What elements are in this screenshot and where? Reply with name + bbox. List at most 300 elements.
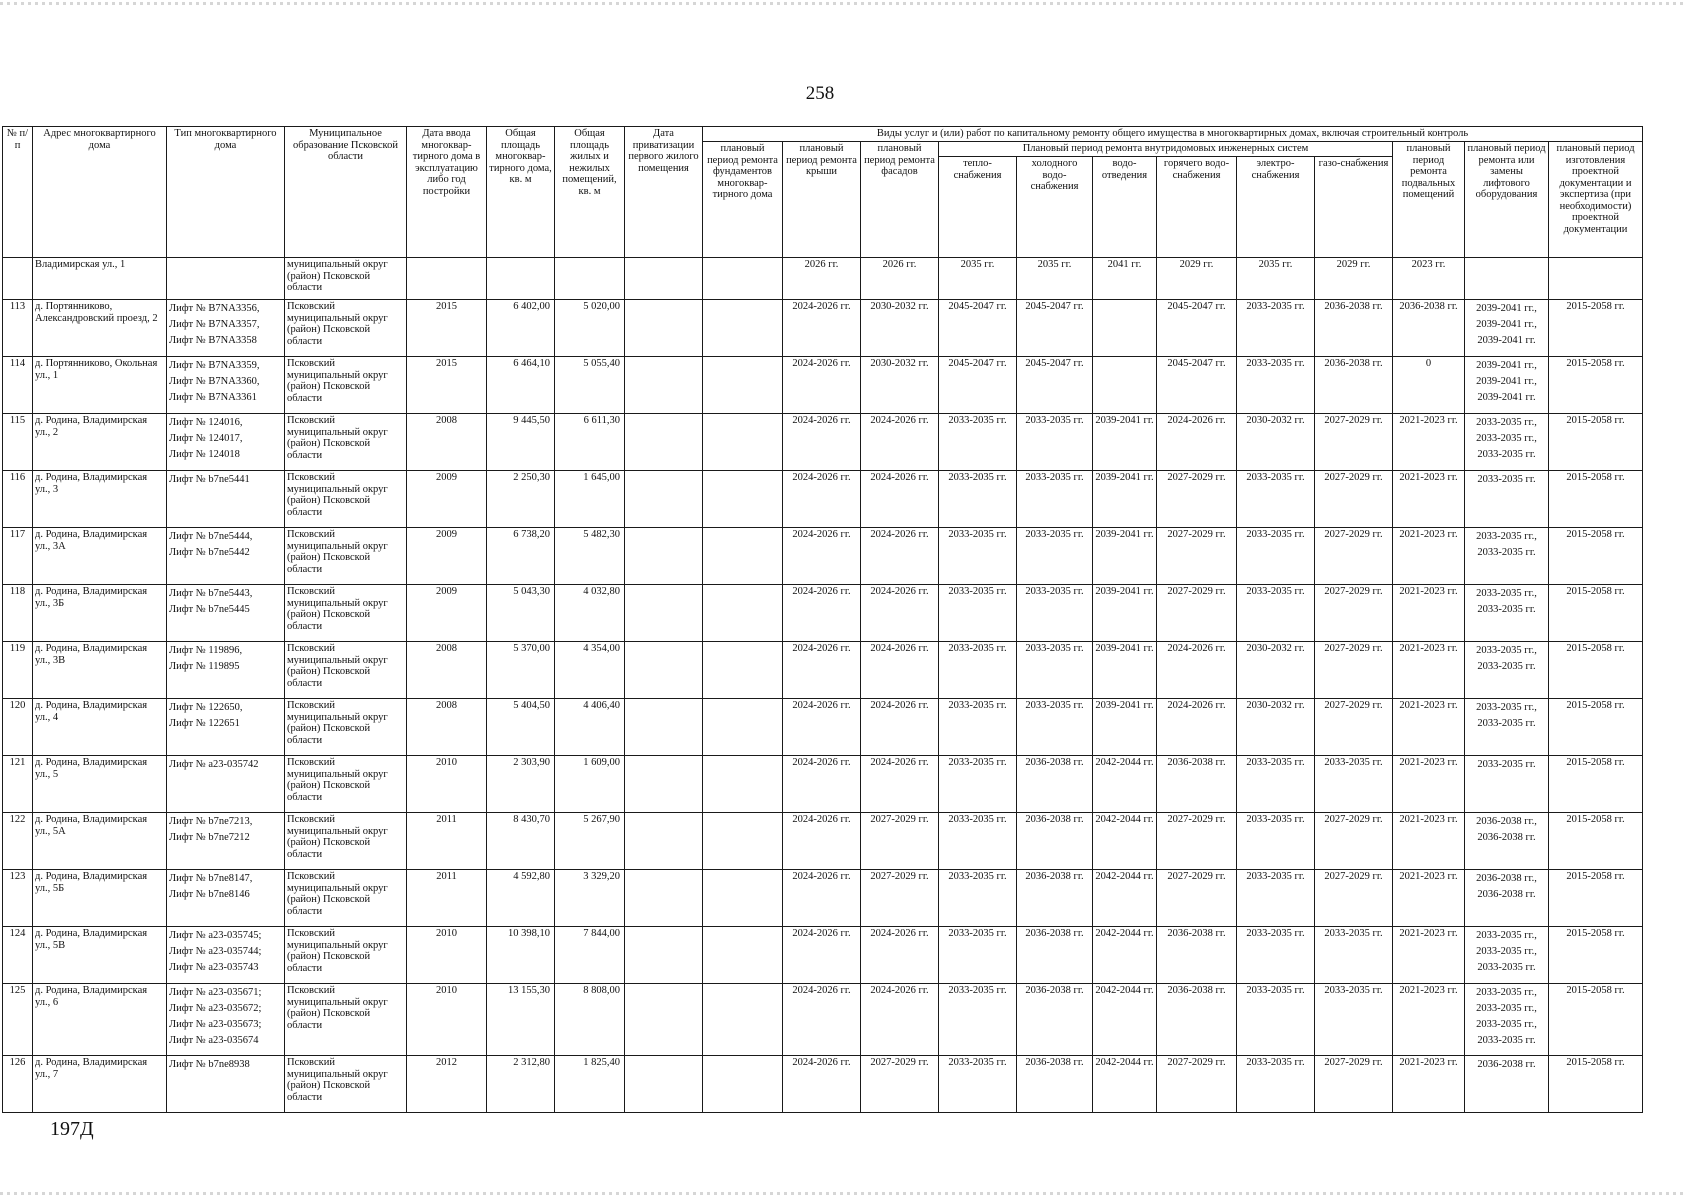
cell-gas: 2036-2038 гг. bbox=[1315, 357, 1393, 414]
cell-elevator bbox=[1465, 414, 1549, 471]
elevator-period: 2033-2035 гг., bbox=[1476, 588, 1537, 599]
cell-basement: 2021-2023 гг. bbox=[1393, 870, 1465, 927]
cell-sewer: 2042-2044 гг. bbox=[1093, 813, 1157, 870]
lift-id: Лифт № b7ne5442 bbox=[169, 547, 250, 558]
header-works-group: Виды услуг и (или) работ по капитальному ремонту общего имущества в многоквартирных домах, включая строительный контроль bbox=[703, 127, 1643, 142]
cell-living-area: 6 611,30 bbox=[555, 414, 625, 471]
cell-elevator bbox=[1465, 927, 1549, 984]
header-sewer: водо-отведения bbox=[1093, 157, 1157, 258]
table-row bbox=[3, 471, 1643, 528]
header-heat: тепло-снабжения bbox=[939, 157, 1017, 258]
cell-privatization bbox=[625, 1056, 703, 1113]
cell-num: 117 bbox=[3, 528, 33, 585]
cell-hot-water: 2024-2026 гг. bbox=[1157, 642, 1237, 699]
cell-sewer bbox=[1093, 300, 1157, 357]
cell-total-area: 6 402,00 bbox=[487, 300, 555, 357]
cell-hot-water: 2027-2029 гг. bbox=[1157, 585, 1237, 642]
cell-sewer: 2042-2044 гг. bbox=[1093, 1056, 1157, 1113]
cell-basement: 2021-2023 гг. bbox=[1393, 642, 1465, 699]
lift-id: Лифт № b7ne8938 bbox=[169, 1059, 250, 1070]
cell-municipality: Псковский муниципальный округ (район) Псковской области bbox=[285, 471, 407, 528]
cell-total-area: 4 592,80 bbox=[487, 870, 555, 927]
cell-foundation bbox=[703, 813, 783, 870]
elevator-period: 2039-2041 гг., bbox=[1476, 360, 1537, 371]
cell-year: 2008 bbox=[407, 414, 487, 471]
cell-elevator bbox=[1465, 357, 1549, 414]
cell-electric: 2033-2035 гг. bbox=[1237, 357, 1315, 414]
elevator-period: 2036-2038 гг., bbox=[1476, 816, 1537, 827]
table-row bbox=[3, 300, 1643, 357]
cell-cold-water: 2033-2035 гг. bbox=[1017, 585, 1093, 642]
header-foundation: плановый период ремонта фундаментов многоквар-тирного дома bbox=[703, 142, 783, 258]
header-year: Дата ввода многоквар-тирного дома в эксплуатацию либо год постройки bbox=[407, 127, 487, 258]
cell-living-area: 1 645,00 bbox=[555, 471, 625, 528]
cell-gas: 2027-2029 гг. bbox=[1315, 528, 1393, 585]
cell-num: 125 bbox=[3, 984, 33, 1056]
cell-roof: 2024-2026 гг. bbox=[783, 642, 861, 699]
cell-municipality: Псковский муниципальный округ (район) Псковской области bbox=[285, 870, 407, 927]
cell-address: д. Родина, Владимирская ул., 3 bbox=[33, 471, 167, 528]
header-total-area: Общая площадь многоквар-тирного дома, кв. м bbox=[487, 127, 555, 258]
cell-facade: 2030-2032 гг. bbox=[861, 357, 939, 414]
cell-gas: 2027-2029 гг. bbox=[1315, 414, 1393, 471]
cell-heat: 2033-2035 гг. bbox=[939, 699, 1017, 756]
cell-roof: 2026 гг. bbox=[783, 258, 861, 300]
cell-design: 2015-2058 гг. bbox=[1549, 585, 1643, 642]
header-living-area: Общая площадь жилых и нежилых помещений, кв. м bbox=[555, 127, 625, 258]
elevator-period: 2036-2038 гг. bbox=[1477, 889, 1536, 900]
cell-municipality: Псковский муниципальный округ (район) Псковской области bbox=[285, 1056, 407, 1113]
table-row bbox=[3, 927, 1643, 984]
elevator-period: 2033-2035 гг., bbox=[1476, 702, 1537, 713]
cell-foundation bbox=[703, 300, 783, 357]
lift-id: Лифт № b7ne7213, bbox=[169, 816, 253, 827]
cell-address: д. Родина, Владимирская ул., 3В bbox=[33, 642, 167, 699]
continuation-row bbox=[3, 258, 1643, 300]
cell-num: 115 bbox=[3, 414, 33, 471]
cell-cold-water: 2033-2035 гг. bbox=[1017, 699, 1093, 756]
lift-id: Лифт № 119896, bbox=[169, 645, 243, 656]
elevator-period: 2033-2035 гг. bbox=[1477, 661, 1536, 672]
cell-design: 2015-2058 гг. bbox=[1549, 1056, 1643, 1113]
cell-hot-water: 2045-2047 гг. bbox=[1157, 300, 1237, 357]
cell-municipality: Псковский муниципальный округ (район) Псковской области bbox=[285, 927, 407, 984]
cell-basement: 2021-2023 гг. bbox=[1393, 927, 1465, 984]
cell-gas: 2027-2029 гг. bbox=[1315, 585, 1393, 642]
cell-total-area: 2 303,90 bbox=[487, 756, 555, 813]
cell-living-area: 5 482,30 bbox=[555, 528, 625, 585]
cell-num: 118 bbox=[3, 585, 33, 642]
cell-privatization bbox=[625, 258, 703, 300]
cell-hot-water: 2045-2047 гг. bbox=[1157, 357, 1237, 414]
elevator-period: 2039-2041 гг. bbox=[1477, 335, 1536, 346]
elevator-period: 2039-2041 гг., bbox=[1476, 376, 1537, 387]
cell-cold-water: 2033-2035 гг. bbox=[1017, 642, 1093, 699]
lift-id: Лифт № 124016, bbox=[169, 417, 243, 428]
cell-foundation bbox=[703, 870, 783, 927]
cell-hot-water: 2029 гг. bbox=[1157, 258, 1237, 300]
header-electric: электро-снабжения bbox=[1237, 157, 1315, 258]
elevator-period: 2033-2035 гг., bbox=[1476, 645, 1537, 656]
cell-num: 119 bbox=[3, 642, 33, 699]
cell-gas: 2027-2029 гг. bbox=[1315, 699, 1393, 756]
cell-basement: 2021-2023 гг. bbox=[1393, 756, 1465, 813]
cell-privatization bbox=[625, 642, 703, 699]
elevator-period: 2033-2035 гг., bbox=[1476, 987, 1537, 998]
cell-roof: 2024-2026 гг. bbox=[783, 927, 861, 984]
lift-id: Лифт № b7ne5445 bbox=[169, 604, 250, 615]
cell-privatization bbox=[625, 813, 703, 870]
elevator-period: 2033-2035 гг., bbox=[1476, 417, 1537, 428]
cell-lifts bbox=[167, 813, 285, 870]
cell-num: 121 bbox=[3, 756, 33, 813]
cell-living-area: 4 354,00 bbox=[555, 642, 625, 699]
cell-heat: 2033-2035 гг. bbox=[939, 642, 1017, 699]
cell-cold-water: 2036-2038 гг. bbox=[1017, 756, 1093, 813]
cell-cold-water: 2036-2038 гг. bbox=[1017, 1056, 1093, 1113]
cell-heat: 2045-2047 гг. bbox=[939, 300, 1017, 357]
cell-roof: 2024-2026 гг. bbox=[783, 813, 861, 870]
cell-design: 2015-2058 гг. bbox=[1549, 357, 1643, 414]
cell-municipality: Псковский муниципальный округ (район) Псковской области bbox=[285, 984, 407, 1056]
cell-hot-water: 2024-2026 гг. bbox=[1157, 699, 1237, 756]
cell-lifts bbox=[167, 1056, 285, 1113]
cell-privatization bbox=[625, 699, 703, 756]
cell-roof: 2024-2026 гг. bbox=[783, 1056, 861, 1113]
cell-elevator bbox=[1465, 984, 1549, 1056]
cell-heat: 2035 гг. bbox=[939, 258, 1017, 300]
lift-id: Лифт № b7ne8147, bbox=[169, 873, 253, 884]
cell-privatization bbox=[625, 984, 703, 1056]
cell-foundation bbox=[703, 414, 783, 471]
cell-total-area: 13 155,30 bbox=[487, 984, 555, 1056]
cell-privatization bbox=[625, 927, 703, 984]
cell-lifts bbox=[167, 300, 285, 357]
cell-num: 116 bbox=[3, 471, 33, 528]
elevator-period: 2033-2035 гг. bbox=[1477, 759, 1536, 770]
cell-total-area: 2 312,80 bbox=[487, 1056, 555, 1113]
header-design: плановый период изготовления проектной документации и экспертиза (при необходимости) проектной документации bbox=[1549, 142, 1643, 258]
elevator-period: 2033-2035 гг. bbox=[1477, 604, 1536, 615]
cell-heat: 2033-2035 гг. bbox=[939, 813, 1017, 870]
cell-roof: 2024-2026 гг. bbox=[783, 300, 861, 357]
cell-cold-water: 2035 гг. bbox=[1017, 258, 1093, 300]
cell-basement: 2021-2023 гг. bbox=[1393, 1056, 1465, 1113]
lift-id: Лифт № 124017, bbox=[169, 433, 243, 444]
cell-address: д. Родина, Владимирская ул., 2 bbox=[33, 414, 167, 471]
cell-hot-water: 2027-2029 гг. bbox=[1157, 471, 1237, 528]
cell-heat: 2033-2035 гг. bbox=[939, 528, 1017, 585]
lift-id: Лифт № B7NA3357, bbox=[169, 319, 260, 330]
cell-address: д. Родина, Владимирская ул., 5В bbox=[33, 927, 167, 984]
lift-id: Лифт № b7ne5443, bbox=[169, 588, 253, 599]
cell-cold-water: 2045-2047 гг. bbox=[1017, 357, 1093, 414]
cell-roof: 2024-2026 гг. bbox=[783, 870, 861, 927]
cell-design: 2015-2058 гг. bbox=[1549, 642, 1643, 699]
cell-municipality: Псковский муниципальный округ (район) Псковской области bbox=[285, 300, 407, 357]
cell-elevator bbox=[1465, 756, 1549, 813]
cell-total-area: 10 398,10 bbox=[487, 927, 555, 984]
header-municipality: Муниципальное образование Псковской области bbox=[285, 127, 407, 258]
table-row bbox=[3, 813, 1643, 870]
table-row bbox=[3, 414, 1643, 471]
cell-roof: 2024-2026 гг. bbox=[783, 357, 861, 414]
cell-lifts bbox=[167, 528, 285, 585]
cell-num: 113 bbox=[3, 300, 33, 357]
cell-year: 2010 bbox=[407, 927, 487, 984]
cell-privatization bbox=[625, 414, 703, 471]
cell-total-area: 6 464,10 bbox=[487, 357, 555, 414]
elevator-period: 2039-2041 гг. bbox=[1477, 392, 1536, 403]
cell-municipality: Псковский муниципальный округ (район) Псковской области bbox=[285, 528, 407, 585]
cell-total-area: 8 430,70 bbox=[487, 813, 555, 870]
elevator-period: 2039-2041 гг., bbox=[1476, 303, 1537, 314]
cell-year: 2008 bbox=[407, 699, 487, 756]
lift-id: Лифт № a23-035673; bbox=[169, 1019, 262, 1030]
cell-elevator bbox=[1465, 528, 1549, 585]
cell-privatization bbox=[625, 585, 703, 642]
cell-cold-water: 2036-2038 гг. bbox=[1017, 927, 1093, 984]
cell-design: 2015-2058 гг. bbox=[1549, 414, 1643, 471]
lift-id: Лифт № b7ne5441 bbox=[169, 474, 250, 485]
cell-year: 2015 bbox=[407, 300, 487, 357]
cell-address: д. Родина, Владимирская ул., 5Б bbox=[33, 870, 167, 927]
cell-living-area: 8 808,00 bbox=[555, 984, 625, 1056]
lift-id: Лифт № a23-035674 bbox=[169, 1035, 259, 1046]
cell-privatization bbox=[625, 471, 703, 528]
cell-foundation bbox=[703, 471, 783, 528]
cell-sewer: 2042-2044 гг. bbox=[1093, 870, 1157, 927]
cell-year: 2012 bbox=[407, 1056, 487, 1113]
cell-num: 123 bbox=[3, 870, 33, 927]
cell-privatization bbox=[625, 870, 703, 927]
header-systems-group: Плановый период ремонта внутридомовых инженерных систем bbox=[939, 142, 1393, 157]
cell-lifts bbox=[167, 414, 285, 471]
cell-lifts bbox=[167, 642, 285, 699]
cell-gas: 2027-2029 гг. bbox=[1315, 471, 1393, 528]
cell-sewer: 2042-2044 гг. bbox=[1093, 984, 1157, 1056]
cell-elevator bbox=[1465, 1056, 1549, 1113]
cell-cold-water: 2036-2038 гг. bbox=[1017, 813, 1093, 870]
lift-id: Лифт № a23-035671; bbox=[169, 987, 262, 998]
cell-heat: 2033-2035 гг. bbox=[939, 756, 1017, 813]
cell-living-area: 5 055,40 bbox=[555, 357, 625, 414]
header-gas: газо-снабжения bbox=[1315, 157, 1393, 258]
cell-foundation bbox=[703, 756, 783, 813]
table-row bbox=[3, 984, 1643, 1056]
cell-electric: 2030-2032 гг. bbox=[1237, 642, 1315, 699]
cell-facade: 2024-2026 гг. bbox=[861, 756, 939, 813]
cell-basement: 2021-2023 гг. bbox=[1393, 585, 1465, 642]
cell-year: 2015 bbox=[407, 357, 487, 414]
cell-facade: 2024-2026 гг. bbox=[861, 414, 939, 471]
cell-heat: 2033-2035 гг. bbox=[939, 1056, 1017, 1113]
cell-living-area: 4 406,40 bbox=[555, 699, 625, 756]
cell-design: 2015-2058 гг. bbox=[1549, 471, 1643, 528]
cell-facade: 2027-2029 гг. bbox=[861, 813, 939, 870]
cell-year: 2009 bbox=[407, 528, 487, 585]
elevator-period: 2033-2035 гг., bbox=[1476, 930, 1537, 941]
page-number: 258 bbox=[805, 83, 835, 104]
cell-electric: 2033-2035 гг. bbox=[1237, 300, 1315, 357]
cell-municipality: Псковский муниципальный округ (район) Псковской области bbox=[285, 699, 407, 756]
cell-design: 2015-2058 гг. bbox=[1549, 300, 1643, 357]
cell-municipality: Псковский муниципальный округ (район) Псковской области bbox=[285, 585, 407, 642]
scan-edge-bottom bbox=[0, 1192, 1686, 1195]
cell-facade: 2024-2026 гг. bbox=[861, 528, 939, 585]
cell-cold-water: 2033-2035 гг. bbox=[1017, 471, 1093, 528]
cell-year: 2009 bbox=[407, 585, 487, 642]
cell-lifts bbox=[167, 927, 285, 984]
header-cold-water: холодного водо-снабжения bbox=[1017, 157, 1093, 258]
cell-hot-water: 2036-2038 гг. bbox=[1157, 927, 1237, 984]
cell-electric: 2033-2035 гг. bbox=[1237, 984, 1315, 1056]
cell-lifts bbox=[167, 870, 285, 927]
cell-num: 114 bbox=[3, 357, 33, 414]
cell-year: 2010 bbox=[407, 984, 487, 1056]
elevator-period: 2033-2035 гг. bbox=[1477, 1035, 1536, 1046]
cell-heat: 2033-2035 гг. bbox=[939, 414, 1017, 471]
cell-address: д. Родина, Владимирская ул., 5А bbox=[33, 813, 167, 870]
lift-id: Лифт № 122651 bbox=[169, 718, 240, 729]
cell-foundation bbox=[703, 699, 783, 756]
cell-basement: 2021-2023 гг. bbox=[1393, 414, 1465, 471]
cell-design: 2015-2058 гг. bbox=[1549, 528, 1643, 585]
cell-electric: 2033-2035 гг. bbox=[1237, 585, 1315, 642]
cell-facade: 2030-2032 гг. bbox=[861, 300, 939, 357]
cell-facade: 2024-2026 гг. bbox=[861, 642, 939, 699]
lift-id: Лифт № b7ne7212 bbox=[169, 832, 250, 843]
cell-basement: 2036-2038 гг. bbox=[1393, 300, 1465, 357]
cell-num: 126 bbox=[3, 1056, 33, 1113]
cell-electric: 2033-2035 гг. bbox=[1237, 813, 1315, 870]
cell-gas: 2033-2035 гг. bbox=[1315, 756, 1393, 813]
cell-elevator bbox=[1465, 300, 1549, 357]
cell-elevator bbox=[1465, 471, 1549, 528]
cell-heat: 2033-2035 гг. bbox=[939, 984, 1017, 1056]
cell-hot-water: 2027-2029 гг. bbox=[1157, 813, 1237, 870]
table-row bbox=[3, 357, 1643, 414]
cell-lifts bbox=[167, 471, 285, 528]
header-basement: плановый период ремонта подвальных помещений bbox=[1393, 142, 1465, 258]
cell-foundation bbox=[703, 927, 783, 984]
lift-id: Лифт № a23-035672; bbox=[169, 1003, 262, 1014]
cell-sewer: 2039-2041 гг. bbox=[1093, 699, 1157, 756]
cell-total-area: 9 445,50 bbox=[487, 414, 555, 471]
cell-roof: 2024-2026 гг. bbox=[783, 699, 861, 756]
table-row bbox=[3, 756, 1643, 813]
cell-gas: 2033-2035 гг. bbox=[1315, 984, 1393, 1056]
cell-municipality: муниципальный округ (район) Псковской области bbox=[285, 258, 407, 300]
cell-facade: 2024-2026 гг. bbox=[861, 585, 939, 642]
cell-year: 2011 bbox=[407, 813, 487, 870]
cell-gas: 2027-2029 гг. bbox=[1315, 813, 1393, 870]
cell-cold-water: 2033-2035 гг. bbox=[1017, 414, 1093, 471]
cell-year: 2009 bbox=[407, 471, 487, 528]
cell-sewer: 2039-2041 гг. bbox=[1093, 414, 1157, 471]
cell-num bbox=[3, 258, 33, 300]
cell-basement: 2021-2023 гг. bbox=[1393, 471, 1465, 528]
cell-facade: 2027-2029 гг. bbox=[861, 870, 939, 927]
lift-id: Лифт № B7NA3358 bbox=[169, 335, 257, 346]
cell-gas: 2036-2038 гг. bbox=[1315, 300, 1393, 357]
header-facade: плановый период ремонта фасадов bbox=[861, 142, 939, 258]
scan-edge-top bbox=[0, 2, 1686, 5]
header-elevator: плановый период ремонта или замены лифтового оборудования bbox=[1465, 142, 1549, 258]
lift-id: Лифт № a23-035743 bbox=[169, 962, 259, 973]
cell-sewer: 2039-2041 гг. bbox=[1093, 585, 1157, 642]
cell-gas: 2029 гг. bbox=[1315, 258, 1393, 300]
cell-roof: 2024-2026 гг. bbox=[783, 984, 861, 1056]
cell-lifts bbox=[167, 357, 285, 414]
cell-gas: 2027-2029 гг. bbox=[1315, 1056, 1393, 1113]
cell-num: 120 bbox=[3, 699, 33, 756]
cell-electric: 2033-2035 гг. bbox=[1237, 471, 1315, 528]
elevator-period: 2033-2035 гг., bbox=[1476, 1019, 1537, 1030]
cell-elevator bbox=[1465, 699, 1549, 756]
cell-basement: 2021-2023 гг. bbox=[1393, 528, 1465, 585]
elevator-period: 2033-2035 гг., bbox=[1476, 531, 1537, 542]
cell-living-area: 1 825,40 bbox=[555, 1056, 625, 1113]
cell-num: 122 bbox=[3, 813, 33, 870]
cell-hot-water: 2024-2026 гг. bbox=[1157, 414, 1237, 471]
lift-id: Лифт № b7ne8146 bbox=[169, 889, 250, 900]
cell-lifts bbox=[167, 756, 285, 813]
elevator-period: 2036-2038 гг., bbox=[1476, 873, 1537, 884]
cell-cold-water: 2033-2035 гг. bbox=[1017, 528, 1093, 585]
cell-basement: 2021-2023 гг. bbox=[1393, 699, 1465, 756]
cell-heat: 2033-2035 гг. bbox=[939, 927, 1017, 984]
cell-roof: 2024-2026 гг. bbox=[783, 585, 861, 642]
cell-electric: 2033-2035 гг. bbox=[1237, 927, 1315, 984]
lift-id: Лифт № a23-035744; bbox=[169, 946, 262, 957]
cell-basement: 0 bbox=[1393, 357, 1465, 414]
cell-foundation bbox=[703, 1056, 783, 1113]
header-type: Тип многоквартирного дома bbox=[167, 127, 285, 258]
cell-living-area: 5 267,90 bbox=[555, 813, 625, 870]
cell-electric: 2033-2035 гг. bbox=[1237, 756, 1315, 813]
cell-basement: 2021-2023 гг. bbox=[1393, 984, 1465, 1056]
lift-id: Лифт № B7NA3359, bbox=[169, 360, 260, 371]
lift-id: Лифт № 124018 bbox=[169, 449, 240, 460]
cell-municipality: Псковский муниципальный округ (район) Псковской области bbox=[285, 756, 407, 813]
elevator-period: 2039-2041 гг., bbox=[1476, 319, 1537, 330]
lift-id: Лифт № a23-035745; bbox=[169, 930, 262, 941]
cell-roof: 2024-2026 гг. bbox=[783, 528, 861, 585]
cell-heat: 2033-2035 гг. bbox=[939, 471, 1017, 528]
header-privatization: Дата приватизации первого жилого помещения bbox=[625, 127, 703, 258]
cell-address: д. Родина, Владимирская ул., 3Б bbox=[33, 585, 167, 642]
cell-foundation bbox=[703, 528, 783, 585]
cell-year bbox=[407, 258, 487, 300]
cell-electric: 2030-2032 гг. bbox=[1237, 414, 1315, 471]
cell-lifts bbox=[167, 984, 285, 1056]
cell-electric: 2033-2035 гг. bbox=[1237, 528, 1315, 585]
cell-cold-water: 2036-2038 гг. bbox=[1017, 870, 1093, 927]
lift-id: Лифт № B7NA3361 bbox=[169, 392, 257, 403]
cell-year: 2008 bbox=[407, 642, 487, 699]
cell-sewer: 2041 гг. bbox=[1093, 258, 1157, 300]
cell-total-area: 5 043,30 bbox=[487, 585, 555, 642]
cell-design: 2015-2058 гг. bbox=[1549, 813, 1643, 870]
cell-privatization bbox=[625, 300, 703, 357]
cell-design: 2015-2058 гг. bbox=[1549, 984, 1643, 1056]
cell-hot-water: 2027-2029 гг. bbox=[1157, 870, 1237, 927]
cell-municipality: Псковский муниципальный округ (район) Псковской области bbox=[285, 414, 407, 471]
cell-cold-water: 2045-2047 гг. bbox=[1017, 300, 1093, 357]
document-code: 197Д bbox=[50, 1118, 94, 1140]
table-row bbox=[3, 528, 1643, 585]
